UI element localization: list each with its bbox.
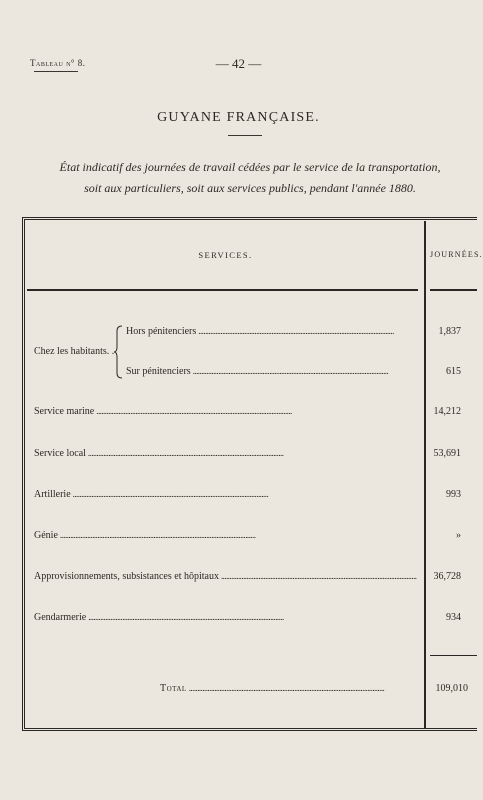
row-label: Service marine bbox=[34, 406, 95, 417]
subtitle-line-1: État indicatif des journées de travail cédées par le service de la transportation, bbox=[59, 160, 441, 174]
row-label: Artillerie bbox=[34, 489, 71, 500]
row-value: » bbox=[456, 530, 461, 541]
subtitle bbox=[40, 157, 460, 199]
leader-dots bbox=[73, 489, 422, 500]
total-value: 109,010 bbox=[435, 683, 468, 694]
row-value: 14,212 bbox=[433, 406, 461, 417]
subtitle-line-2: soit aux particuliers, soit aux services publics, pendant l'année 1880. bbox=[84, 181, 416, 195]
row-value: 36,728 bbox=[433, 571, 461, 582]
total-rule bbox=[430, 655, 477, 656]
table-frame bbox=[22, 217, 483, 731]
table-row bbox=[34, 448, 422, 462]
table-row bbox=[34, 612, 422, 626]
row-label: Service local bbox=[34, 448, 86, 459]
page-number: — 42 — bbox=[215, 56, 262, 71]
leader-dots bbox=[88, 448, 422, 459]
header-rule bbox=[27, 289, 418, 291]
table-row bbox=[34, 406, 422, 420]
column-header-services: SERVICES. bbox=[198, 250, 253, 260]
row-value: 615 bbox=[446, 366, 461, 377]
row-label: Approvisionnements, subsistances et hôpitaux bbox=[34, 571, 219, 582]
table-row bbox=[34, 530, 422, 544]
total-row bbox=[160, 683, 422, 697]
column-header-journees: JOURNÉES. bbox=[430, 250, 483, 259]
row-value: 993 bbox=[446, 489, 461, 500]
leader-dots bbox=[221, 571, 422, 582]
leader-dots bbox=[88, 612, 422, 623]
table-row bbox=[126, 366, 422, 380]
leader-dots bbox=[96, 406, 422, 417]
header-rule-values bbox=[430, 289, 477, 291]
brace-icon bbox=[113, 325, 123, 379]
column-divider bbox=[424, 221, 426, 728]
row-value: 934 bbox=[446, 612, 461, 623]
row-label: Gendarmerie bbox=[34, 612, 87, 623]
row-label: Génie bbox=[34, 530, 58, 541]
row-label: Sur pénitenciers bbox=[126, 366, 191, 377]
leader-dots bbox=[60, 530, 422, 541]
table-row bbox=[34, 571, 422, 585]
total-label: Total bbox=[160, 683, 187, 694]
table-row bbox=[34, 489, 422, 503]
table-label: Tableau n° 8. bbox=[30, 58, 86, 68]
leader-dots bbox=[198, 326, 422, 337]
leader-dots bbox=[193, 366, 422, 377]
leader-dots bbox=[189, 683, 422, 694]
row-label: Hors pénitenciers bbox=[126, 326, 197, 337]
page-title: GUYANE FRANÇAISE. bbox=[157, 110, 320, 125]
row-value: 1,837 bbox=[438, 326, 461, 337]
title-rule bbox=[228, 135, 262, 136]
group-label: Chez les habitants. . bbox=[34, 346, 115, 357]
row-value: 53,691 bbox=[433, 448, 461, 459]
table-row bbox=[126, 326, 422, 340]
